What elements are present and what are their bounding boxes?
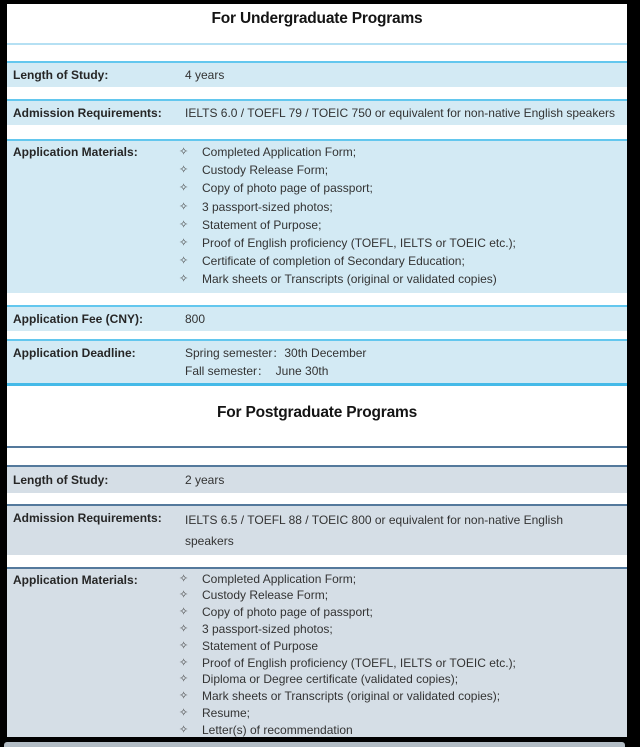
list-item bbox=[179, 722, 516, 737]
diamond-bullet-icon: ✧ bbox=[179, 690, 189, 703]
diamond-bullet-icon: ✧ bbox=[179, 639, 189, 652]
list-item-text: Proof of English proficiency (TOEFL, IELTS or TOEIC etc.); bbox=[202, 655, 516, 670]
list-item bbox=[179, 179, 516, 197]
table-row-application-materials-pg bbox=[7, 567, 627, 737]
diamond-bullet-icon: ✧ bbox=[179, 164, 189, 177]
list-item-text: Proof of English proficiency (TOEFL, IELTS or TOEIC etc.); bbox=[202, 236, 516, 251]
list-item bbox=[179, 705, 516, 722]
list-item-text: Diploma or Degree certificate (validated copies); bbox=[202, 672, 459, 687]
table-row-application-fee bbox=[7, 305, 627, 331]
list-item bbox=[179, 252, 516, 270]
row-label: Admission Requirements: bbox=[13, 106, 162, 120]
diamond-bullet-icon: ✧ bbox=[179, 273, 189, 286]
diamond-bullet-icon: ✧ bbox=[179, 255, 189, 268]
list-item bbox=[179, 688, 516, 705]
row-value: 2 years bbox=[185, 472, 225, 487]
list-item-text: Mark sheets or Transcripts (original or validated copies); bbox=[202, 689, 501, 704]
table-row-admission-requirements-pg bbox=[7, 504, 627, 555]
diamond-bullet-icon: ✧ bbox=[179, 673, 189, 686]
list-item bbox=[179, 655, 516, 672]
table-row-length-of-study bbox=[7, 61, 627, 87]
diamond-bullet-icon: ✧ bbox=[179, 237, 189, 250]
list-item bbox=[179, 638, 516, 655]
materials-list bbox=[179, 143, 516, 289]
row-label: Application Materials: bbox=[13, 145, 138, 159]
diamond-bullet-icon: ✧ bbox=[179, 656, 189, 669]
diamond-bullet-icon: ✧ bbox=[179, 707, 189, 719]
row-value: 800 bbox=[185, 311, 206, 326]
row-label: Length of Study: bbox=[13, 472, 109, 487]
bottom-page-edge bbox=[4, 742, 625, 747]
section-title-undergraduate: For Undergraduate Programs bbox=[211, 10, 423, 27]
section-title-postgraduate: For Postgraduate Programs bbox=[217, 403, 417, 421]
table-row-application-materials bbox=[7, 139, 627, 293]
materials-list-pg bbox=[179, 571, 516, 737]
diamond-bullet-icon: ✧ bbox=[179, 200, 189, 213]
row-label: Admission Requirements: bbox=[13, 510, 162, 525]
list-item-text: Letter(s) of recommendation bbox=[202, 722, 353, 737]
list-item-text: Completed Application Form; bbox=[202, 571, 357, 586]
list-item bbox=[179, 621, 516, 638]
list-item bbox=[179, 571, 516, 588]
list-item-text: Custody Release Form; bbox=[202, 163, 329, 178]
list-item-text: Completed Application Form; bbox=[202, 145, 357, 159]
deadline-spring: Spring semester：30th December bbox=[185, 345, 367, 360]
diamond-bullet-icon: ✧ bbox=[179, 572, 189, 585]
row-label: Application Deadline: bbox=[13, 345, 136, 360]
diamond-bullet-icon: ✧ bbox=[179, 723, 189, 736]
row-label: Length of Study: bbox=[13, 68, 109, 82]
diamond-bullet-icon: ✧ bbox=[179, 589, 189, 602]
list-item bbox=[179, 143, 516, 161]
diamond-bullet-icon: ✧ bbox=[179, 182, 189, 195]
list-item bbox=[179, 216, 516, 234]
list-item bbox=[179, 671, 516, 688]
list-item bbox=[179, 234, 516, 252]
list-item bbox=[179, 587, 516, 604]
row-value: 4 years bbox=[185, 68, 225, 82]
table-row-length-of-study-pg bbox=[7, 465, 627, 493]
row-value: IELTS 6.0 / TOEFL 79 / TOEIC 750 or equivalent for non-native English speakers bbox=[185, 106, 616, 120]
diamond-bullet-icon: ✧ bbox=[179, 623, 189, 636]
table-row-admission-requirements bbox=[7, 99, 627, 125]
list-item-text: Certificate of completion of Secondary Education; bbox=[202, 254, 465, 269]
list-item-text: Custody Release Form; bbox=[202, 588, 329, 603]
diamond-bullet-icon: ✧ bbox=[179, 606, 189, 619]
list-item-text: Mark sheets or Transcripts (original or validated copies) bbox=[202, 272, 497, 287]
table-top-divider-postgrad bbox=[7, 446, 627, 448]
row-value bbox=[185, 344, 366, 380]
list-item bbox=[179, 604, 516, 621]
list-item-text: Resume; bbox=[202, 706, 251, 720]
list-item-text: Copy of photo page of passport; bbox=[202, 181, 373, 196]
list-item-text: 3 passport-sized photos; bbox=[202, 199, 333, 214]
table-top-divider bbox=[7, 43, 627, 45]
list-item bbox=[179, 270, 516, 288]
row-label: Application Materials: bbox=[13, 572, 138, 587]
table-row-application-deadline bbox=[7, 339, 627, 386]
diamond-bullet-icon: ✧ bbox=[179, 146, 189, 158]
deadline-fall: Fall semester： June 30th bbox=[185, 363, 329, 378]
list-item-text: Statement of Purpose; bbox=[202, 217, 322, 232]
diamond-bullet-icon: ✧ bbox=[179, 218, 189, 231]
list-item-text: Copy of photo page of passport; bbox=[202, 605, 373, 620]
list-item-text: Statement of Purpose bbox=[202, 638, 319, 653]
row-value: IELTS 6.5 / TOEFL 88 / TOEIC 800 or equivalent for non-native English speakers bbox=[185, 512, 563, 548]
document-page bbox=[7, 4, 627, 737]
list-item-text: 3 passport-sized photos; bbox=[202, 622, 333, 637]
list-item bbox=[179, 161, 516, 179]
list-item bbox=[179, 198, 516, 216]
row-label: Application Fee (CNY): bbox=[13, 311, 144, 326]
